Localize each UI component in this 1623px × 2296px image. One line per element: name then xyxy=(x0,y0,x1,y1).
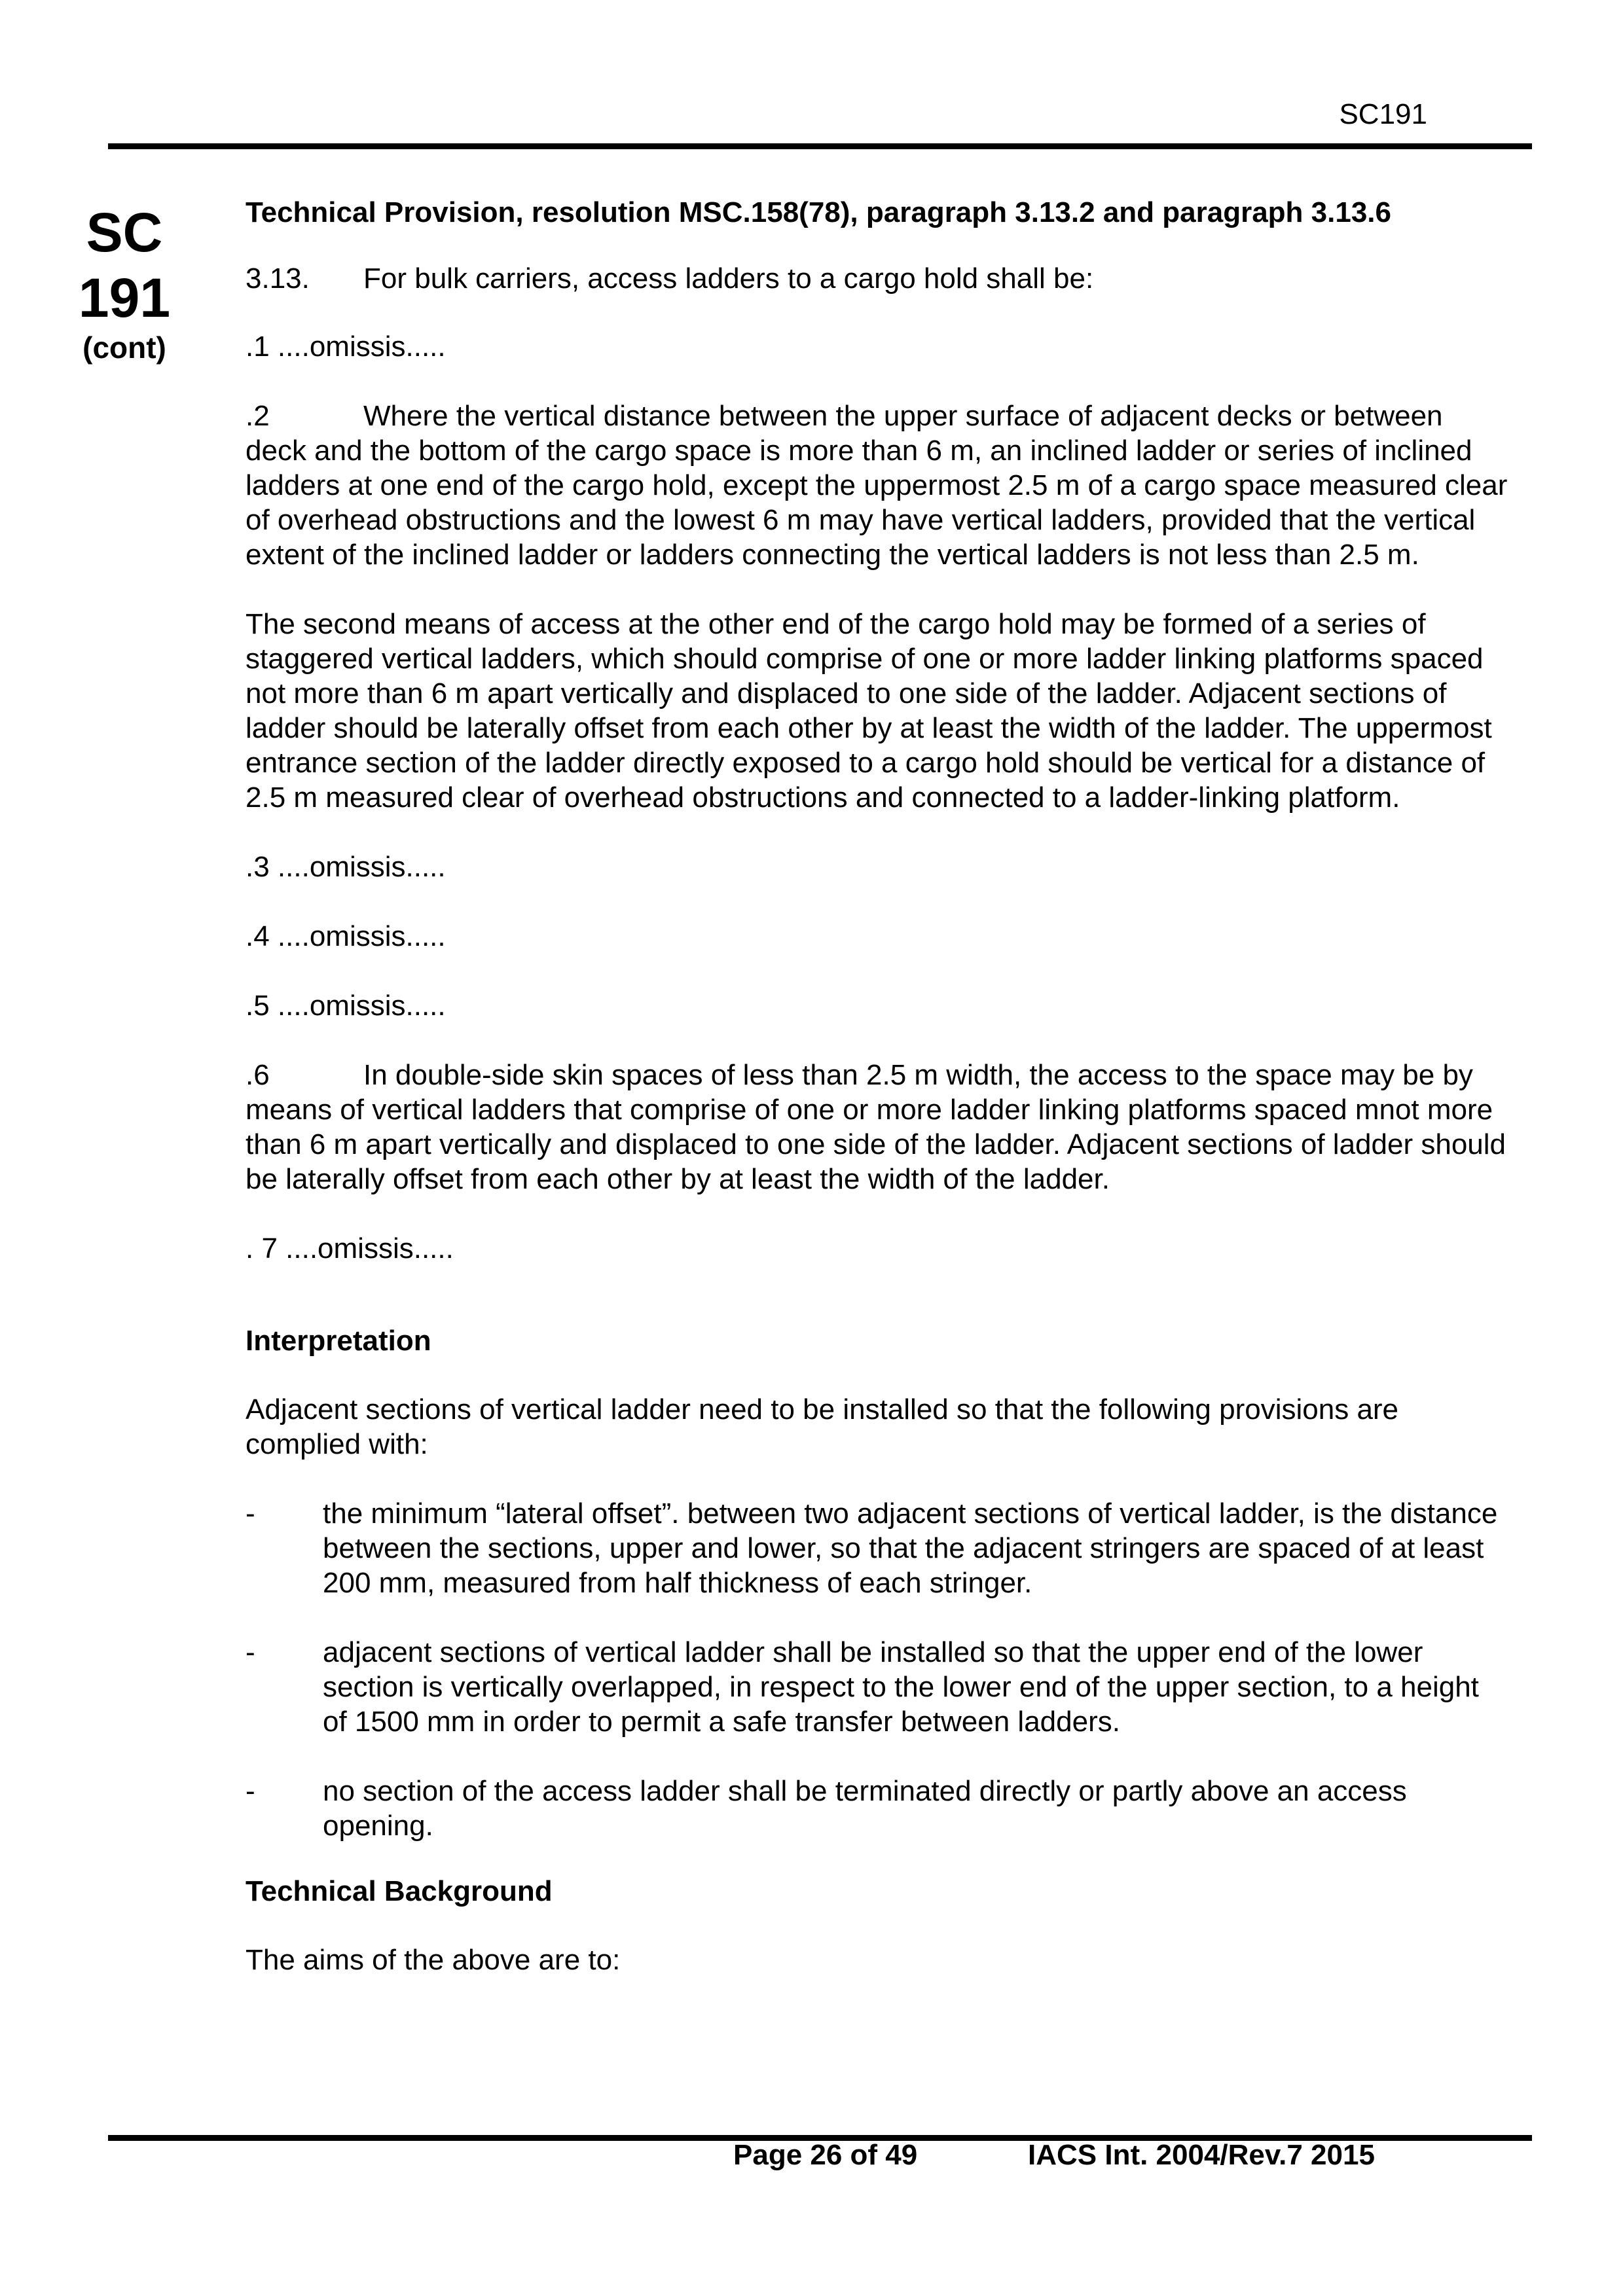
bullet-dash: - xyxy=(246,1775,255,1807)
document-body xyxy=(246,195,1509,1977)
item-2-number: .2 xyxy=(246,400,270,432)
technical-background-heading: Technical Background xyxy=(246,1875,553,1907)
document-reference: IACS Int. 2004/Rev.7 2015 xyxy=(1028,2139,1375,2171)
interpretation-intro: Adjacent sections of vertical ladder need to be installed so that the following provisions are complied with: xyxy=(246,1393,1399,1460)
bullet-text: adjacent sections of vertical ladder shall be installed so that the upper end of the lower section is vertically overlapped, in respect to the lower end of the upper section, to a height of 1500 mm in order to permit a safe transfer between ladders. xyxy=(323,1636,1479,1738)
item-6-number: .6 xyxy=(246,1059,270,1091)
page-number: Page 26 of 49 xyxy=(733,2139,918,2171)
clause-text: For bulk carriers, access ladders to a cargo hold shall be: xyxy=(363,262,1094,295)
margin-cont: (cont) xyxy=(82,331,166,365)
technical-background-intro: The aims of the above are to: xyxy=(246,1944,621,1976)
bullet-text: no section of the access ladder shall be terminated directly or partly above an access opening. xyxy=(323,1775,1407,1842)
section-title: Technical Provision, resolution MSC.158(78), paragraph 3.13.2 and paragraph 3.13.6 xyxy=(246,196,1391,228)
bullet-dash: - xyxy=(246,1636,255,1668)
bullet-item xyxy=(246,1774,1509,1843)
bullet-item xyxy=(246,1496,1509,1600)
item-2 xyxy=(246,399,1509,572)
clause-3-13 xyxy=(246,261,1509,296)
second-means-paragraph: The second means of access at the other end of the cargo hold may be formed of a series of staggered vertical ladders, which should comprise of one or more ladder linking platforms spaced not more than 6 m apart vertically and displaced to one side of the ladder. Adjacent sections of ladder should be laterally offset from each other by at least the width of the ladder. The uppermost entrance section of the ladder directly exposed to a cargo hold should be vertical for a distance of 2.5 m measured clear of overhead obstructions and connected to a ladder-linking platform. xyxy=(246,608,1492,814)
item-1: .1 ....omissis..... xyxy=(246,331,446,363)
item-3: .3 ....omissis..... xyxy=(246,851,446,883)
bullet-text: the minimum “lateral offset”. between two adjacent sections of vertical ladder, is the distance between the sections, upper and lower, so that the adjacent stringers are spaced of at least 200 mm, measured from half thickness of each stringer. xyxy=(323,1498,1498,1599)
header-code: SC191 xyxy=(1339,98,1427,130)
item-7: . 7 ....omissis..... xyxy=(246,1232,454,1265)
clause-number: 3.13. xyxy=(246,262,310,295)
interpretation-heading: Interpretation xyxy=(246,1325,431,1357)
header-rule xyxy=(108,143,1532,149)
bullet-item xyxy=(246,1635,1509,1739)
item-6-text: In double-side skin spaces of less than 2.5 m width, the access to the space may be by means of vertical ladders that comprise of one or more ladder linking platforms spaced mnot more than 6 m apart vertically and displaced to one side of the ladder. Adjacent sections of ladder should be laterally offset from each other by at least the width of the ladder. xyxy=(246,1059,1506,1195)
item-5: .5 ....omissis..... xyxy=(246,990,446,1022)
item-2-text: Where the vertical distance between the upper surface of adjacent decks or between deck and the bottom of the cargo space is more than 6 m, an inclined ladder or series of inclined ladders at one end of the cargo hold, except the uppermost 2.5 m of a cargo space measured clear of overhead obstructions and the lowest 6 m may have vertical ladders, provided that the vertical extent of the inclined ladder or ladders connecting the vertical ladders is not less than 2.5 m. xyxy=(246,400,1508,571)
margin-tag xyxy=(75,200,173,367)
item-4: .4 ....omissis..... xyxy=(246,920,446,952)
item-6 xyxy=(246,1058,1509,1196)
bullet-dash: - xyxy=(246,1498,255,1530)
margin-sc: SC xyxy=(86,202,163,263)
margin-number: 191 xyxy=(78,267,171,329)
